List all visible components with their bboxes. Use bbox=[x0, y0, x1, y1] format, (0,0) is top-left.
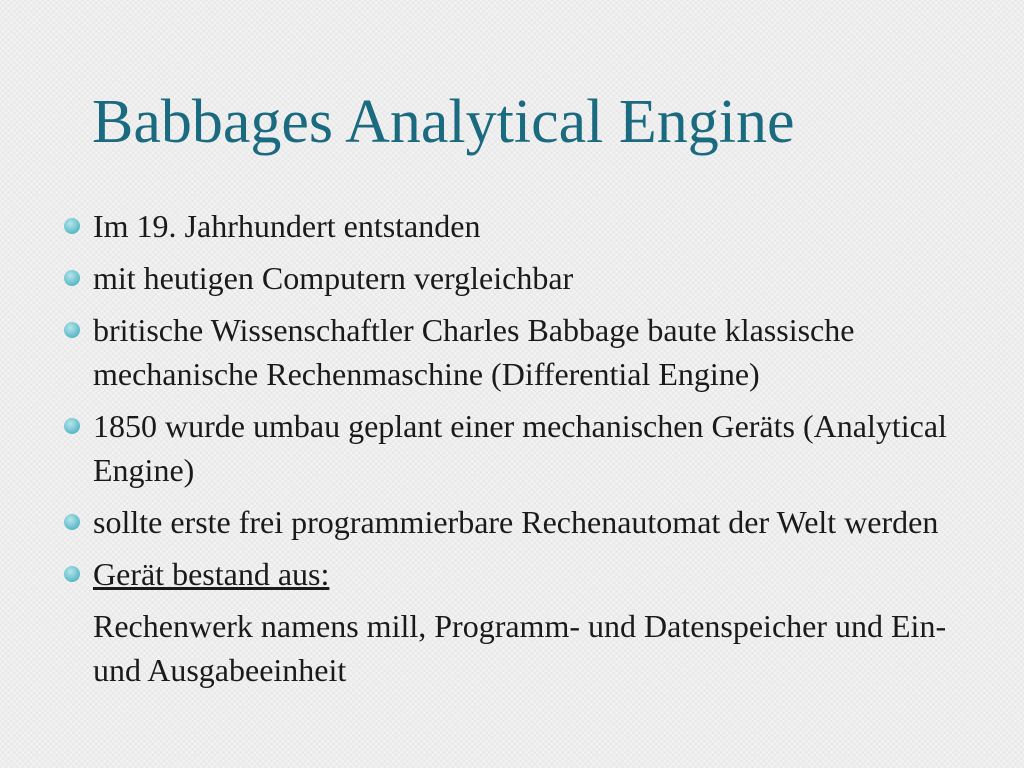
bullet-icon bbox=[64, 566, 80, 582]
bullet-item-4 bbox=[0, 404, 1024, 492]
bullet-icon bbox=[64, 322, 80, 338]
bullet-text: Im 19. Jahrhundert entstanden bbox=[93, 208, 481, 244]
bullet-icon bbox=[64, 270, 80, 286]
slide-title: Babbages Analytical Engine bbox=[92, 88, 795, 156]
bullet-item-5 bbox=[0, 500, 1024, 544]
bullet-item-6 bbox=[0, 552, 1024, 596]
bullet-list bbox=[0, 204, 1024, 692]
bullet-icon bbox=[64, 218, 80, 234]
bullet-text: mit heutigen Computern vergleichbar bbox=[93, 260, 574, 296]
bullet-text: 1850 wurde umbau geplant einer mechanischen Geräts (Analytical Engine) bbox=[93, 408, 947, 488]
bullet-icon bbox=[64, 418, 80, 434]
bullet-item-2 bbox=[0, 256, 1024, 300]
bullet-item-3 bbox=[0, 308, 1024, 396]
bullet-text: Gerät bestand aus: bbox=[93, 556, 330, 592]
bullet-continuation: Rechenwerk namens mill, Programm- und Datenspeicher und Ein- und Ausgabeeinheit bbox=[93, 608, 947, 688]
bullet-text: britische Wissenschaftler Charles Babbage baute klassische mechanische Rechenmaschine (Differential Engine) bbox=[93, 312, 855, 392]
bullet-icon bbox=[64, 514, 80, 530]
bullet-item-1 bbox=[0, 204, 1024, 248]
bullet-text: sollte erste frei programmierbare Rechenautomat der Welt werden bbox=[93, 504, 939, 540]
